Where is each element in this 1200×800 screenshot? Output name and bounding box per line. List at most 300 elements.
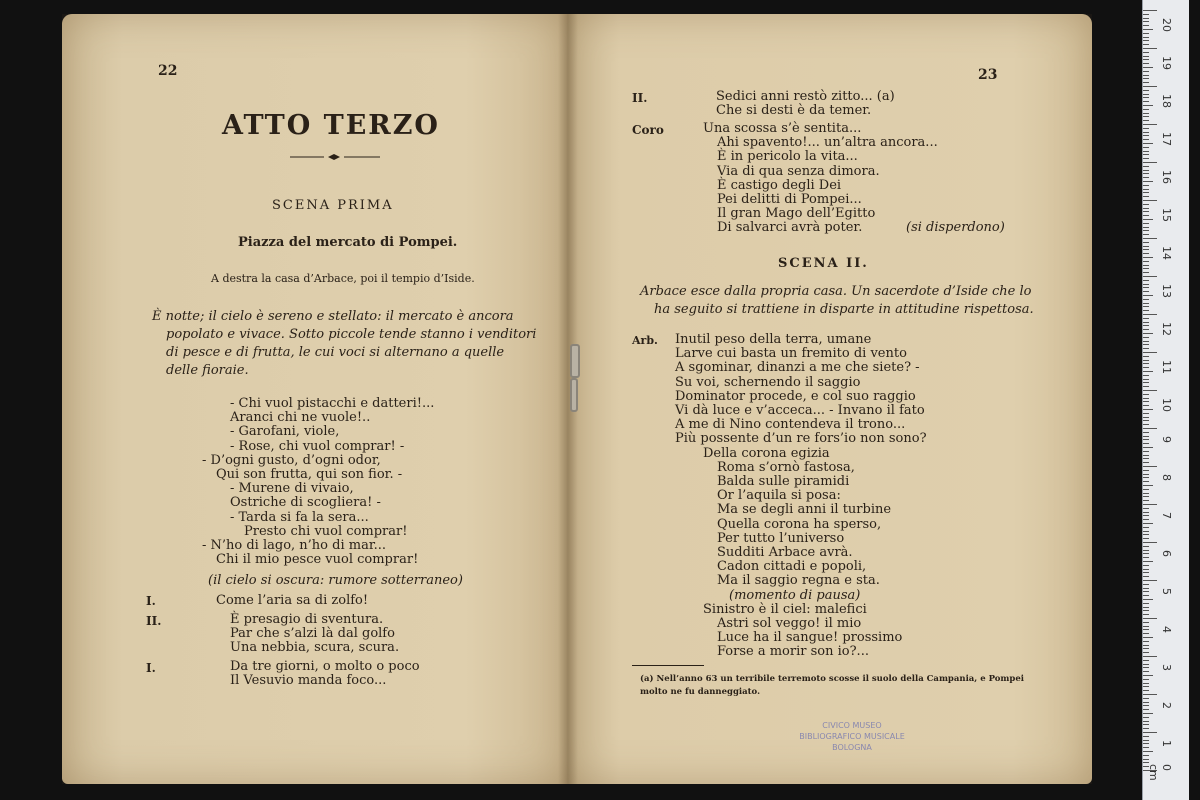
ruler-tick [1143, 318, 1149, 319]
speaker-label: Arb. [632, 334, 658, 347]
ruler-tick [1143, 189, 1149, 190]
verse-line: Luce ha il sangue! prossimo [717, 630, 903, 646]
ruler-tick [1143, 428, 1157, 429]
ruler-tick [1143, 474, 1149, 475]
ruler-tick [1143, 329, 1149, 330]
ruler-tick [1143, 645, 1149, 646]
ruler-tick [1143, 542, 1157, 543]
ruler-tick [1143, 443, 1149, 444]
verse-line: Ostriche di scogliera! - [230, 495, 381, 511]
ruler-tick [1143, 56, 1149, 57]
speaker-label: I. [146, 594, 156, 608]
verse-line: Ma se degli anni il turbine [717, 502, 892, 518]
ruler-tick [1143, 424, 1149, 425]
ruler-tick [1143, 367, 1149, 368]
ruler-number: 11 [1160, 360, 1173, 374]
verse-line: Via di qua senza dimora. [717, 163, 880, 179]
ruler-tick [1143, 101, 1149, 102]
ruler-tick [1143, 751, 1153, 752]
ruler-tick [1143, 591, 1149, 592]
ruler-tick [1143, 508, 1149, 509]
ruler-tick [1143, 481, 1149, 482]
ruler-number: 9 [1160, 436, 1173, 443]
page-number-left: 22 [158, 63, 178, 79]
dialogue-block [230, 660, 420, 688]
verse-line: A sgominar, dinanzi a me che siete? - [675, 360, 920, 376]
footnote-rule [632, 665, 704, 666]
ruler-tick [1143, 436, 1149, 437]
stage-direction-dark: (il cielo si oscura: rumore sotterraneo) [208, 573, 463, 588]
verse-line: Da tre giorni, o molto o poco [230, 659, 420, 674]
ruler-tick [1143, 743, 1149, 744]
ruler-tick [1143, 265, 1149, 266]
ruler-tick [1143, 610, 1149, 611]
ruler-tick [1143, 33, 1149, 34]
ruler-tick [1143, 200, 1157, 201]
ruler-tick [1143, 120, 1149, 121]
ruler-tick [1143, 603, 1149, 604]
ruler-tick [1143, 588, 1149, 589]
measurement-ruler [1142, 0, 1189, 800]
verse-line: Presto chi vuol comprar! [244, 523, 408, 539]
ruler-tick [1143, 493, 1149, 494]
ruler-tick [1143, 177, 1149, 178]
ruler-tick [1143, 759, 1149, 760]
verse-line: Inutil peso della terra, umane [675, 332, 872, 347]
ruler-number: 20 [1160, 18, 1173, 32]
ruler-tick [1143, 90, 1149, 91]
ruler-tick [1143, 432, 1149, 433]
ruler-tick [1143, 694, 1157, 695]
ruler-tick [1143, 580, 1157, 581]
ruler-tick [1143, 466, 1157, 467]
ruler-tick [1143, 721, 1149, 722]
verse-line: Forse a morir son io?... [717, 644, 869, 660]
ruler-tick [1143, 162, 1157, 163]
stamp-line: BOLOGNA [832, 743, 872, 752]
ruler-tick [1143, 607, 1149, 608]
ruler-tick [1143, 337, 1149, 338]
verse-line: - Garofani, viole, [230, 424, 340, 440]
ruler-tick [1143, 219, 1153, 220]
ruler-tick [1143, 622, 1149, 623]
ruler-tick [1143, 325, 1149, 326]
verse-line: - N’ho di lago, n’ho di mar... [202, 538, 387, 554]
ruler-number: 19 [1160, 56, 1173, 70]
ruler-tick [1143, 489, 1149, 490]
ruler-tick [1143, 401, 1149, 402]
verse-line: - D’ogni gusto, d’ogni odor, [202, 452, 381, 468]
ruler-tick [1143, 97, 1149, 98]
verse-line: Cadon cittadi e popoli, [717, 559, 867, 575]
ruler-tick [1143, 584, 1149, 585]
page-number-right: 23 [978, 67, 998, 83]
ruler-tick [1143, 185, 1149, 186]
act-title: ATTO TERZO [222, 110, 440, 141]
coro-verses [703, 122, 938, 236]
ruler-tick [1143, 496, 1149, 497]
ruler-tick [1143, 333, 1153, 334]
ruler-tick [1143, 291, 1149, 292]
ruler-tick [1143, 470, 1149, 471]
staple [570, 378, 578, 412]
ruler-tick [1143, 728, 1149, 729]
ruler-tick [1143, 170, 1149, 171]
ruler-tick [1143, 679, 1149, 680]
verse-line: Come l’aria sa di zolfo! [216, 593, 369, 608]
ruler-tick [1143, 637, 1153, 638]
verse-line: Una nebbia, scura, scura. [230, 640, 400, 656]
ruler-tick [1143, 253, 1149, 254]
speaker-label: Coro [632, 123, 664, 137]
ruler-tick [1143, 105, 1153, 106]
library-stamp [797, 720, 907, 753]
ruler-tick [1143, 553, 1149, 554]
verse-line: Pei delitti di Pompei... [717, 192, 862, 208]
ruler-number: 14 [1160, 246, 1173, 260]
ruler-tick [1143, 557, 1149, 558]
verse-line: Balda sulle piramidi [717, 474, 850, 490]
stage-direction-line: Arbace esce dalla propria casa. Un sacerdote d’Iside che lo [640, 284, 1032, 299]
footnote-line: (a) Nell’anno 63 un terribile terremoto scosse il suolo della Campania, e Pompei [640, 674, 1024, 684]
verse-line: Astri sol veggo! il mio [717, 616, 862, 632]
ruler-tick [1143, 614, 1149, 615]
verse-line: Per tutto l’universo [717, 530, 845, 546]
ruler-number: 13 [1160, 284, 1173, 298]
verse-line: Dominator procede, e col suo raggio [675, 388, 916, 404]
ruler-tick [1143, 709, 1149, 710]
ruler-tick [1143, 515, 1149, 516]
ruler-tick [1143, 705, 1149, 706]
footnote [640, 673, 1024, 699]
ruler-tick [1143, 227, 1149, 228]
scene-place: Piazza del mercato di Pompei. [238, 235, 458, 250]
ruler-tick [1143, 268, 1149, 269]
ruler-tick [1143, 280, 1149, 281]
ruler-number: 4 [1160, 626, 1173, 633]
ruler-tick [1143, 234, 1149, 235]
ruler-tick [1143, 618, 1157, 619]
ruler-tick [1143, 747, 1149, 748]
verse-line: Il Vesuvio manda foco... [230, 673, 387, 689]
ruler-tick [1143, 348, 1149, 349]
ruler-tick [1143, 78, 1149, 79]
ruler-tick [1143, 413, 1149, 414]
ruler-tick [1143, 314, 1157, 315]
ruler-tick [1143, 664, 1149, 665]
ruler-tick [1143, 261, 1149, 262]
ruler-tick [1143, 386, 1149, 387]
verse-line: Il gran Mago dell’Egitto [717, 206, 876, 222]
staple [570, 344, 580, 378]
ruler-tick [1143, 531, 1149, 532]
verse-line: Su voi, schernendo il saggio [675, 374, 861, 390]
ruler-tick [1143, 477, 1149, 478]
ruler-tick [1143, 132, 1149, 133]
ruler-number: 15 [1160, 208, 1173, 222]
ruler-tick [1143, 667, 1149, 668]
ruler-tick [1143, 713, 1153, 714]
ruler-tick [1143, 451, 1149, 452]
ruler-tick [1143, 550, 1149, 551]
stamp-line: BIBLIOGRAFICO MUSICALE [799, 732, 905, 741]
verse-line: Di salvarci avrà poter. [717, 220, 863, 236]
ruler-number: 7 [1160, 512, 1173, 519]
ruler-tick [1143, 420, 1149, 421]
ruler-tick [1143, 59, 1149, 60]
verse-line: Larve cui basta un fremito di vento [675, 346, 907, 362]
ruler-tick [1143, 242, 1149, 243]
ruler-tick [1143, 284, 1149, 285]
ruler-tick [1143, 86, 1157, 87]
ruler-tick [1143, 166, 1149, 167]
ruler-number: 6 [1160, 550, 1173, 557]
ruler-number: 2 [1160, 702, 1173, 709]
ruler-tick [1143, 211, 1149, 212]
ruler-tick [1143, 82, 1149, 83]
ruler-tick [1143, 633, 1149, 634]
ruler-tick [1143, 75, 1149, 76]
verse-line: Che si desti è da temer. [716, 103, 872, 119]
verse-line: Più possente d’un re fors’io non sono? [675, 431, 927, 447]
ruler-tick [1143, 360, 1149, 361]
ruler-number: 5 [1160, 588, 1173, 595]
ruler-tick [1143, 204, 1149, 205]
footnote-line: molto ne fu danneggiato. [640, 687, 761, 697]
ruler-tick [1143, 686, 1149, 687]
ruler-tick [1143, 223, 1149, 224]
ruler-tick [1143, 569, 1149, 570]
ruler-tick [1143, 371, 1153, 372]
ruler-tick [1143, 40, 1149, 41]
ruler-tick [1143, 732, 1157, 733]
ruler-tick [1143, 18, 1149, 19]
ruler-tick [1143, 322, 1149, 323]
ruler-tick [1143, 409, 1153, 410]
ruler-tick [1143, 238, 1157, 239]
ruler-tick [1143, 382, 1149, 383]
ruler-tick [1143, 690, 1149, 691]
dialogue-block [230, 613, 399, 656]
ruler-tick [1143, 344, 1149, 345]
stage-direction-line: delle fioraie. [166, 363, 249, 378]
ruler-tick [1143, 740, 1149, 741]
ruler-tick [1143, 37, 1149, 38]
ruler-tick [1143, 181, 1153, 182]
ruler-tick [1143, 143, 1153, 144]
ruler-tick [1143, 139, 1149, 140]
ruler-tick [1143, 14, 1149, 15]
dialogue-block [716, 90, 895, 118]
ruler-tick [1143, 246, 1149, 247]
ruler-tick [1143, 561, 1153, 562]
ruler-tick [1143, 462, 1149, 463]
ruler-tick [1143, 154, 1149, 155]
ruler-tick [1143, 379, 1149, 380]
verse-line: - Rose, chi vuol comprar! - [230, 438, 405, 454]
ruler-tick [1143, 352, 1157, 353]
verse-line: È presagio di sventura. [230, 612, 384, 627]
speaker-label: II. [146, 614, 162, 628]
ruler-tick [1143, 63, 1149, 64]
stage-direction-line: È notte; il cielo è sereno e stellato: il mercato è ancora [152, 309, 514, 324]
ruler-tick [1143, 485, 1153, 486]
verse-line: È castigo degli Dei [717, 177, 842, 193]
ruler-number: 1 [1160, 740, 1173, 747]
ruler-tick [1143, 534, 1149, 535]
stage-direction-block [152, 308, 537, 380]
ruler-tick [1143, 52, 1149, 53]
ruler-zero-label: 0 cm [1147, 764, 1173, 781]
ruler-tick [1143, 299, 1149, 300]
ruler-tick [1143, 356, 1149, 357]
ruler-tick [1143, 276, 1157, 277]
verse-line: Ahi spavento!... un’altra ancora... [717, 135, 938, 151]
ruler-tick [1143, 447, 1153, 448]
ruler-tick [1143, 538, 1149, 539]
ruler-tick [1143, 405, 1149, 406]
ruler-tick [1143, 25, 1149, 26]
ruler-tick [1143, 230, 1149, 231]
ruler-tick [1143, 147, 1149, 148]
ruler-tick [1143, 196, 1149, 197]
ruler-tick [1143, 295, 1153, 296]
ruler-tick [1143, 500, 1149, 501]
verse-line: Una scossa s’è sentita... [703, 121, 862, 136]
scene-setting: A destra la casa d’Arbace, poi il tempio d’Iside. [211, 272, 475, 285]
speaker-label: II. [632, 91, 648, 105]
stage-direction: (si disperdono) [906, 220, 1005, 235]
verse-line: Roma s’ornò fastosa, [717, 459, 855, 475]
arbace-verses [675, 333, 927, 660]
ruler-tick [1143, 128, 1149, 129]
verse-line: Ma il saggio regna e sta. [717, 573, 880, 589]
ruler-number: 8 [1160, 474, 1173, 481]
verse-line: Sinistro è il ciel: malefici [703, 601, 867, 617]
ruler-tick [1143, 504, 1157, 505]
ruler-tick [1143, 702, 1149, 703]
ruler-tick [1143, 151, 1149, 152]
ruler-number: 16 [1160, 170, 1173, 184]
ruler-tick [1143, 626, 1149, 627]
stamp-line: CIVICO MUSEO [822, 721, 882, 730]
ruler-tick [1143, 249, 1149, 250]
ruler-tick [1143, 648, 1149, 649]
ruler-tick [1143, 71, 1149, 72]
verse-line: Vi dà luce e v’acceca... - Invano il fato [675, 403, 925, 419]
ruler-tick [1143, 272, 1149, 273]
ruler-tick [1143, 675, 1153, 676]
ruler-tick [1143, 652, 1149, 653]
ruler-tick [1143, 519, 1149, 520]
verse-line: Sudditi Arbace avrà. [717, 545, 853, 561]
ruler-tick [1143, 724, 1149, 725]
ruler-tick [1143, 10, 1157, 11]
ruler-tick [1143, 363, 1149, 364]
ruler-tick [1143, 599, 1153, 600]
stage-direction-line: popolato e vivace. Sotto piccole tende stanno i venditori [166, 327, 537, 342]
ruler-tick [1143, 641, 1149, 642]
verse-line: Chi il mio pesce vuol comprar! [216, 552, 419, 568]
ruler-tick [1143, 572, 1149, 573]
verse-line: A me di Nino contendeva il trono... [675, 417, 906, 433]
ruler-tick [1143, 527, 1149, 528]
ruler-tick [1143, 439, 1149, 440]
verse-line: - Murene di vivaio, [230, 481, 354, 497]
ruler-number: 17 [1160, 132, 1173, 146]
ruler-tick [1143, 512, 1149, 513]
ruler-tick [1143, 455, 1149, 456]
ruler-tick [1143, 29, 1153, 30]
stage-direction-line: ha seguito si trattiene in disparte in attitudine rispettosa. [654, 302, 1034, 317]
ruler-tick [1143, 595, 1149, 596]
vendor-verses [200, 397, 434, 567]
ruler-tick [1143, 390, 1157, 391]
ruler-tick [1143, 124, 1157, 125]
verse-line: - Tarda si fa la sera... [230, 509, 369, 525]
ruler-tick [1143, 116, 1149, 117]
ruler-tick [1143, 44, 1149, 45]
stage-direction: (momento di pausa) [729, 587, 861, 603]
ruler-number: 12 [1160, 322, 1173, 336]
ruler-number: 3 [1160, 664, 1173, 671]
ruler-tick [1143, 375, 1149, 376]
ruler-tick [1143, 135, 1149, 136]
ruler-tick [1143, 21, 1149, 22]
ruler-tick [1143, 394, 1149, 395]
ruler-tick [1143, 671, 1149, 672]
ruler-tick [1143, 173, 1149, 174]
ruler-tick [1143, 629, 1149, 630]
verse-line: Sedici anni restò zitto... (a) [716, 89, 895, 104]
ruler-tick [1143, 523, 1153, 524]
ruler-number: 18 [1160, 94, 1173, 108]
ruler-tick [1143, 683, 1149, 684]
verse-line: Della corona egizia [703, 445, 830, 461]
verse-line: Quella corona ha sperso, [717, 516, 882, 532]
ruler-tick [1143, 755, 1149, 756]
ruler-tick [1143, 656, 1157, 657]
scene-heading-left: SCENA PRIMA [272, 198, 394, 213]
ruler-tick [1143, 257, 1153, 258]
ruler-tick [1143, 208, 1149, 209]
ruler-tick [1143, 192, 1149, 193]
verse-line: Or l’aquila si posa: [717, 488, 841, 504]
speaker-label: I. [146, 661, 156, 675]
verse-line: Par che s’alzi là dal golfo [230, 626, 395, 642]
scene-heading-right: SCENA II. [778, 256, 869, 271]
verse-line: È in pericolo la vita... [717, 149, 858, 165]
ruler-tick [1143, 398, 1149, 399]
ruler-tick [1143, 458, 1149, 459]
scene-direction-block [640, 283, 1034, 319]
ruler-tick [1143, 67, 1153, 68]
ruler-tick [1143, 565, 1149, 566]
ruler-tick [1143, 306, 1149, 307]
ruler-tick [1143, 660, 1149, 661]
ruler-tick [1143, 736, 1149, 737]
ruler-tick [1143, 113, 1149, 114]
ruler-tick [1143, 717, 1149, 718]
ruler-tick [1143, 576, 1149, 577]
ruler-tick [1143, 215, 1149, 216]
ruler-tick [1143, 287, 1149, 288]
ruler-tick [1143, 698, 1149, 699]
verse-line: Qui son frutta, qui son fior. - [216, 467, 403, 483]
verse-line: Aranci chi ne vuole!.. [230, 410, 371, 426]
ruler-tick [1143, 109, 1149, 110]
ruler-tick [1143, 341, 1149, 342]
